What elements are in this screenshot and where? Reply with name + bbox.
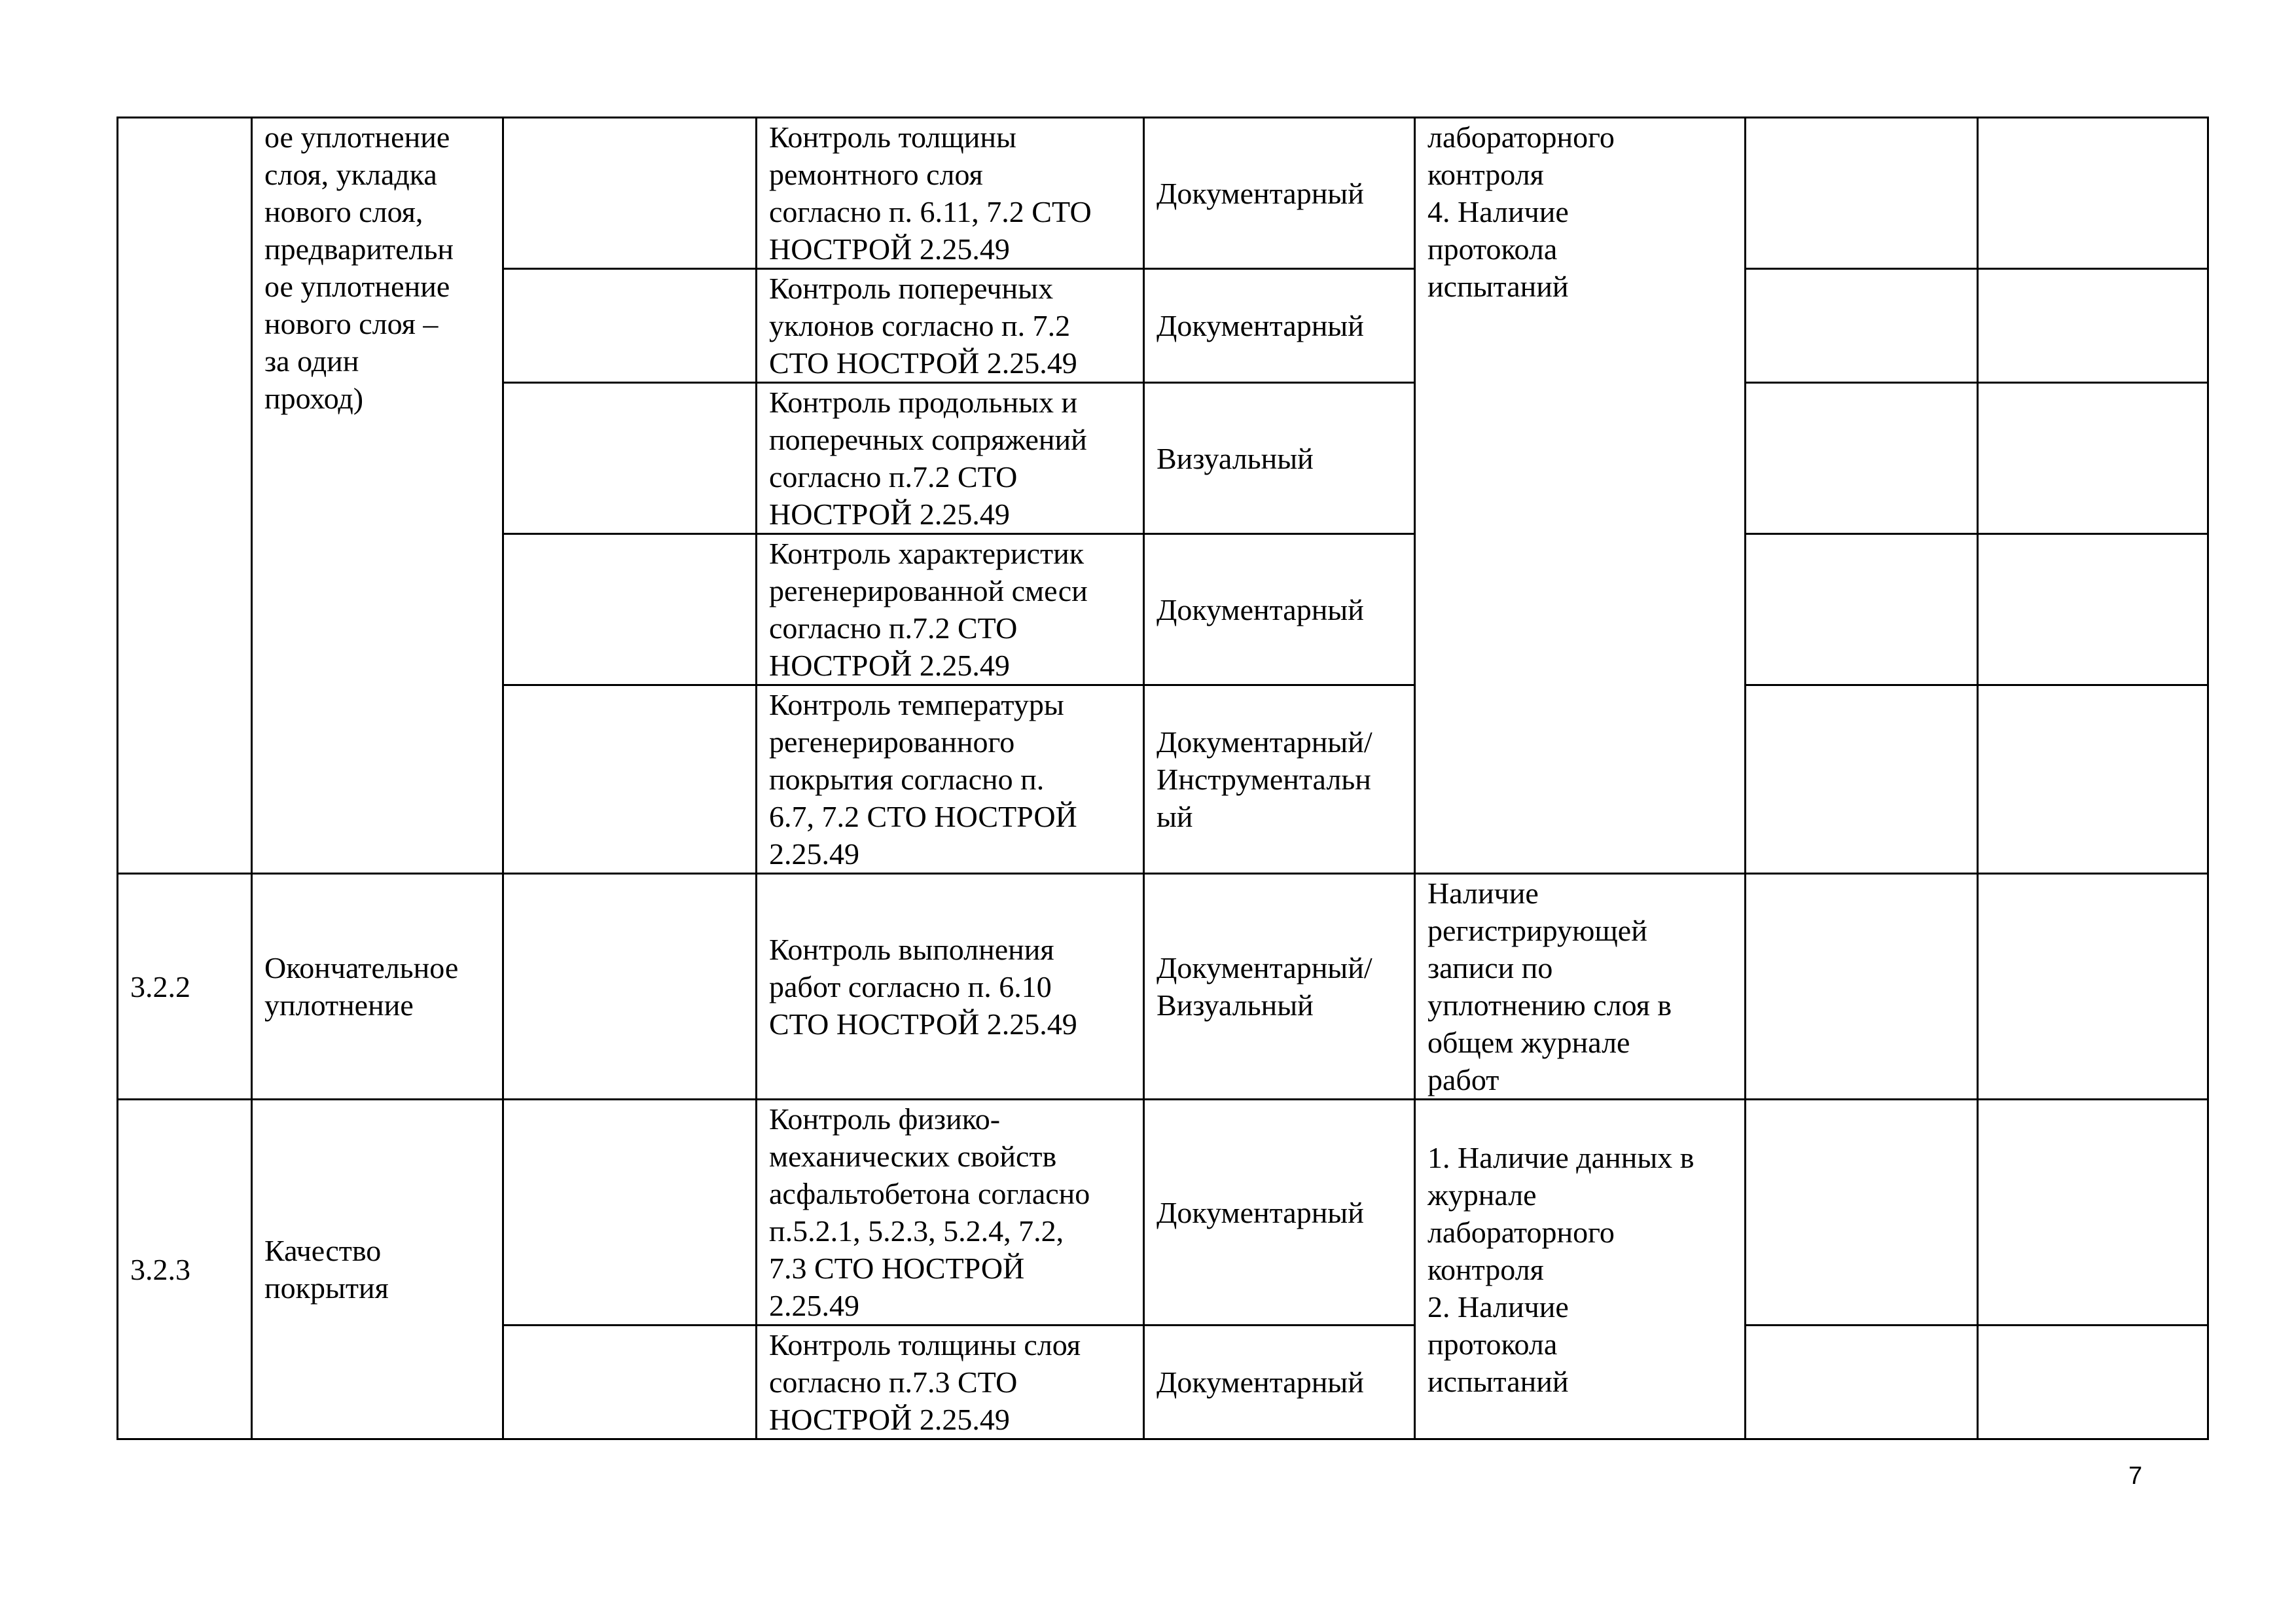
empty-cell <box>1746 269 1978 383</box>
empty-cell <box>503 383 757 534</box>
empty-cell <box>503 874 757 1100</box>
control-method-cell: Документарный <box>1144 269 1415 383</box>
empty-cell <box>1978 874 2208 1100</box>
empty-cell <box>1746 874 1978 1100</box>
control-description-cell: Контроль продольных и поперечных сопряжений согласно п.7.2 СТО НОСТРОЙ 2.25.49 <box>757 383 1144 534</box>
control-method-cell: Документарный <box>1144 1326 1415 1439</box>
control-description-cell: Контроль толщины ремонтного слоя согласно п. 6.11, 7.2 СТО НОСТРОЙ 2.25.49 <box>757 118 1144 269</box>
operation-name-cell: Качество покрытия <box>252 1100 503 1439</box>
documentation-cell: Наличие регистрирующей записи по уплотнению слоя в общем журнале работ <box>1415 874 1746 1100</box>
control-description-cell: Контроль физико- механических свойств асфальтобетона согласно п.5.2.1, 5.2.3, 5.2.4, 7.2, 7.3 СТО НОСТРОЙ 2.25.49 <box>757 1100 1144 1326</box>
empty-cell <box>1978 534 2208 685</box>
operation-name-cell: ое уплотнение слоя, укладка нового слоя, предварительн ое уплотнение нового слоя – за один проход) <box>252 118 503 874</box>
empty-cell <box>1746 118 1978 269</box>
empty-cell <box>1746 383 1978 534</box>
control-method-cell: Документарный <box>1144 1100 1415 1326</box>
empty-cell <box>503 269 757 383</box>
table-row <box>118 874 2208 1100</box>
empty-cell <box>503 118 757 269</box>
empty-cell <box>503 1326 757 1439</box>
control-description-cell: Контроль толщины слоя согласно п.7.3 СТО НОСТРОЙ 2.25.49 <box>757 1326 1144 1439</box>
item-number-cell: 3.2.2 <box>118 874 252 1100</box>
empty-cell <box>503 534 757 685</box>
empty-cell <box>1746 1326 1978 1439</box>
empty-cell <box>503 685 757 874</box>
page-number: 7 <box>2128 1462 2143 1490</box>
empty-cell <box>1978 1326 2208 1439</box>
empty-cell <box>1746 1100 1978 1326</box>
documentation-cell: лабораторного контроля 4. Наличие протокола испытаний <box>1415 118 1746 874</box>
control-description-cell: Контроль характеристик регенерированной смеси согласно п.7.2 СТО НОСТРОЙ 2.25.49 <box>757 534 1144 685</box>
operation-name-cell: Окончательное уплотнение <box>252 874 503 1100</box>
control-description-cell: Контроль температуры регенерированного покрытия согласно п. 6.7, 7.2 СТО НОСТРОЙ 2.25.49 <box>757 685 1144 874</box>
control-method-cell: Документарный/ Визуальный <box>1144 874 1415 1100</box>
control-description-cell: Контроль поперечных уклонов согласно п. 7.2 СТО НОСТРОЙ 2.25.49 <box>757 269 1144 383</box>
control-description-cell: Контроль выполнения работ согласно п. 6.10 СТО НОСТРОЙ 2.25.49 <box>757 874 1144 1100</box>
table-row <box>118 118 2208 269</box>
empty-cell <box>1746 685 1978 874</box>
empty-cell <box>503 1100 757 1326</box>
empty-cell <box>1746 534 1978 685</box>
inspection-table <box>117 117 2209 1440</box>
control-method-cell: Визуальный <box>1144 383 1415 534</box>
item-number-cell: 3.2.3 <box>118 1100 252 1439</box>
empty-cell <box>1978 1100 2208 1326</box>
control-method-cell: Документарный <box>1144 118 1415 269</box>
table-row <box>118 1100 2208 1326</box>
documentation-cell: 1. Наличие данных в журнале лабораторного контроля 2. Наличие протокола испытаний <box>1415 1100 1746 1439</box>
control-method-cell: Документарный/ Инструментальн ый <box>1144 685 1415 874</box>
empty-cell <box>1978 269 2208 383</box>
item-number-cell <box>118 118 252 874</box>
empty-cell <box>1978 383 2208 534</box>
control-method-cell: Документарный <box>1144 534 1415 685</box>
empty-cell <box>1978 118 2208 269</box>
empty-cell <box>1978 685 2208 874</box>
